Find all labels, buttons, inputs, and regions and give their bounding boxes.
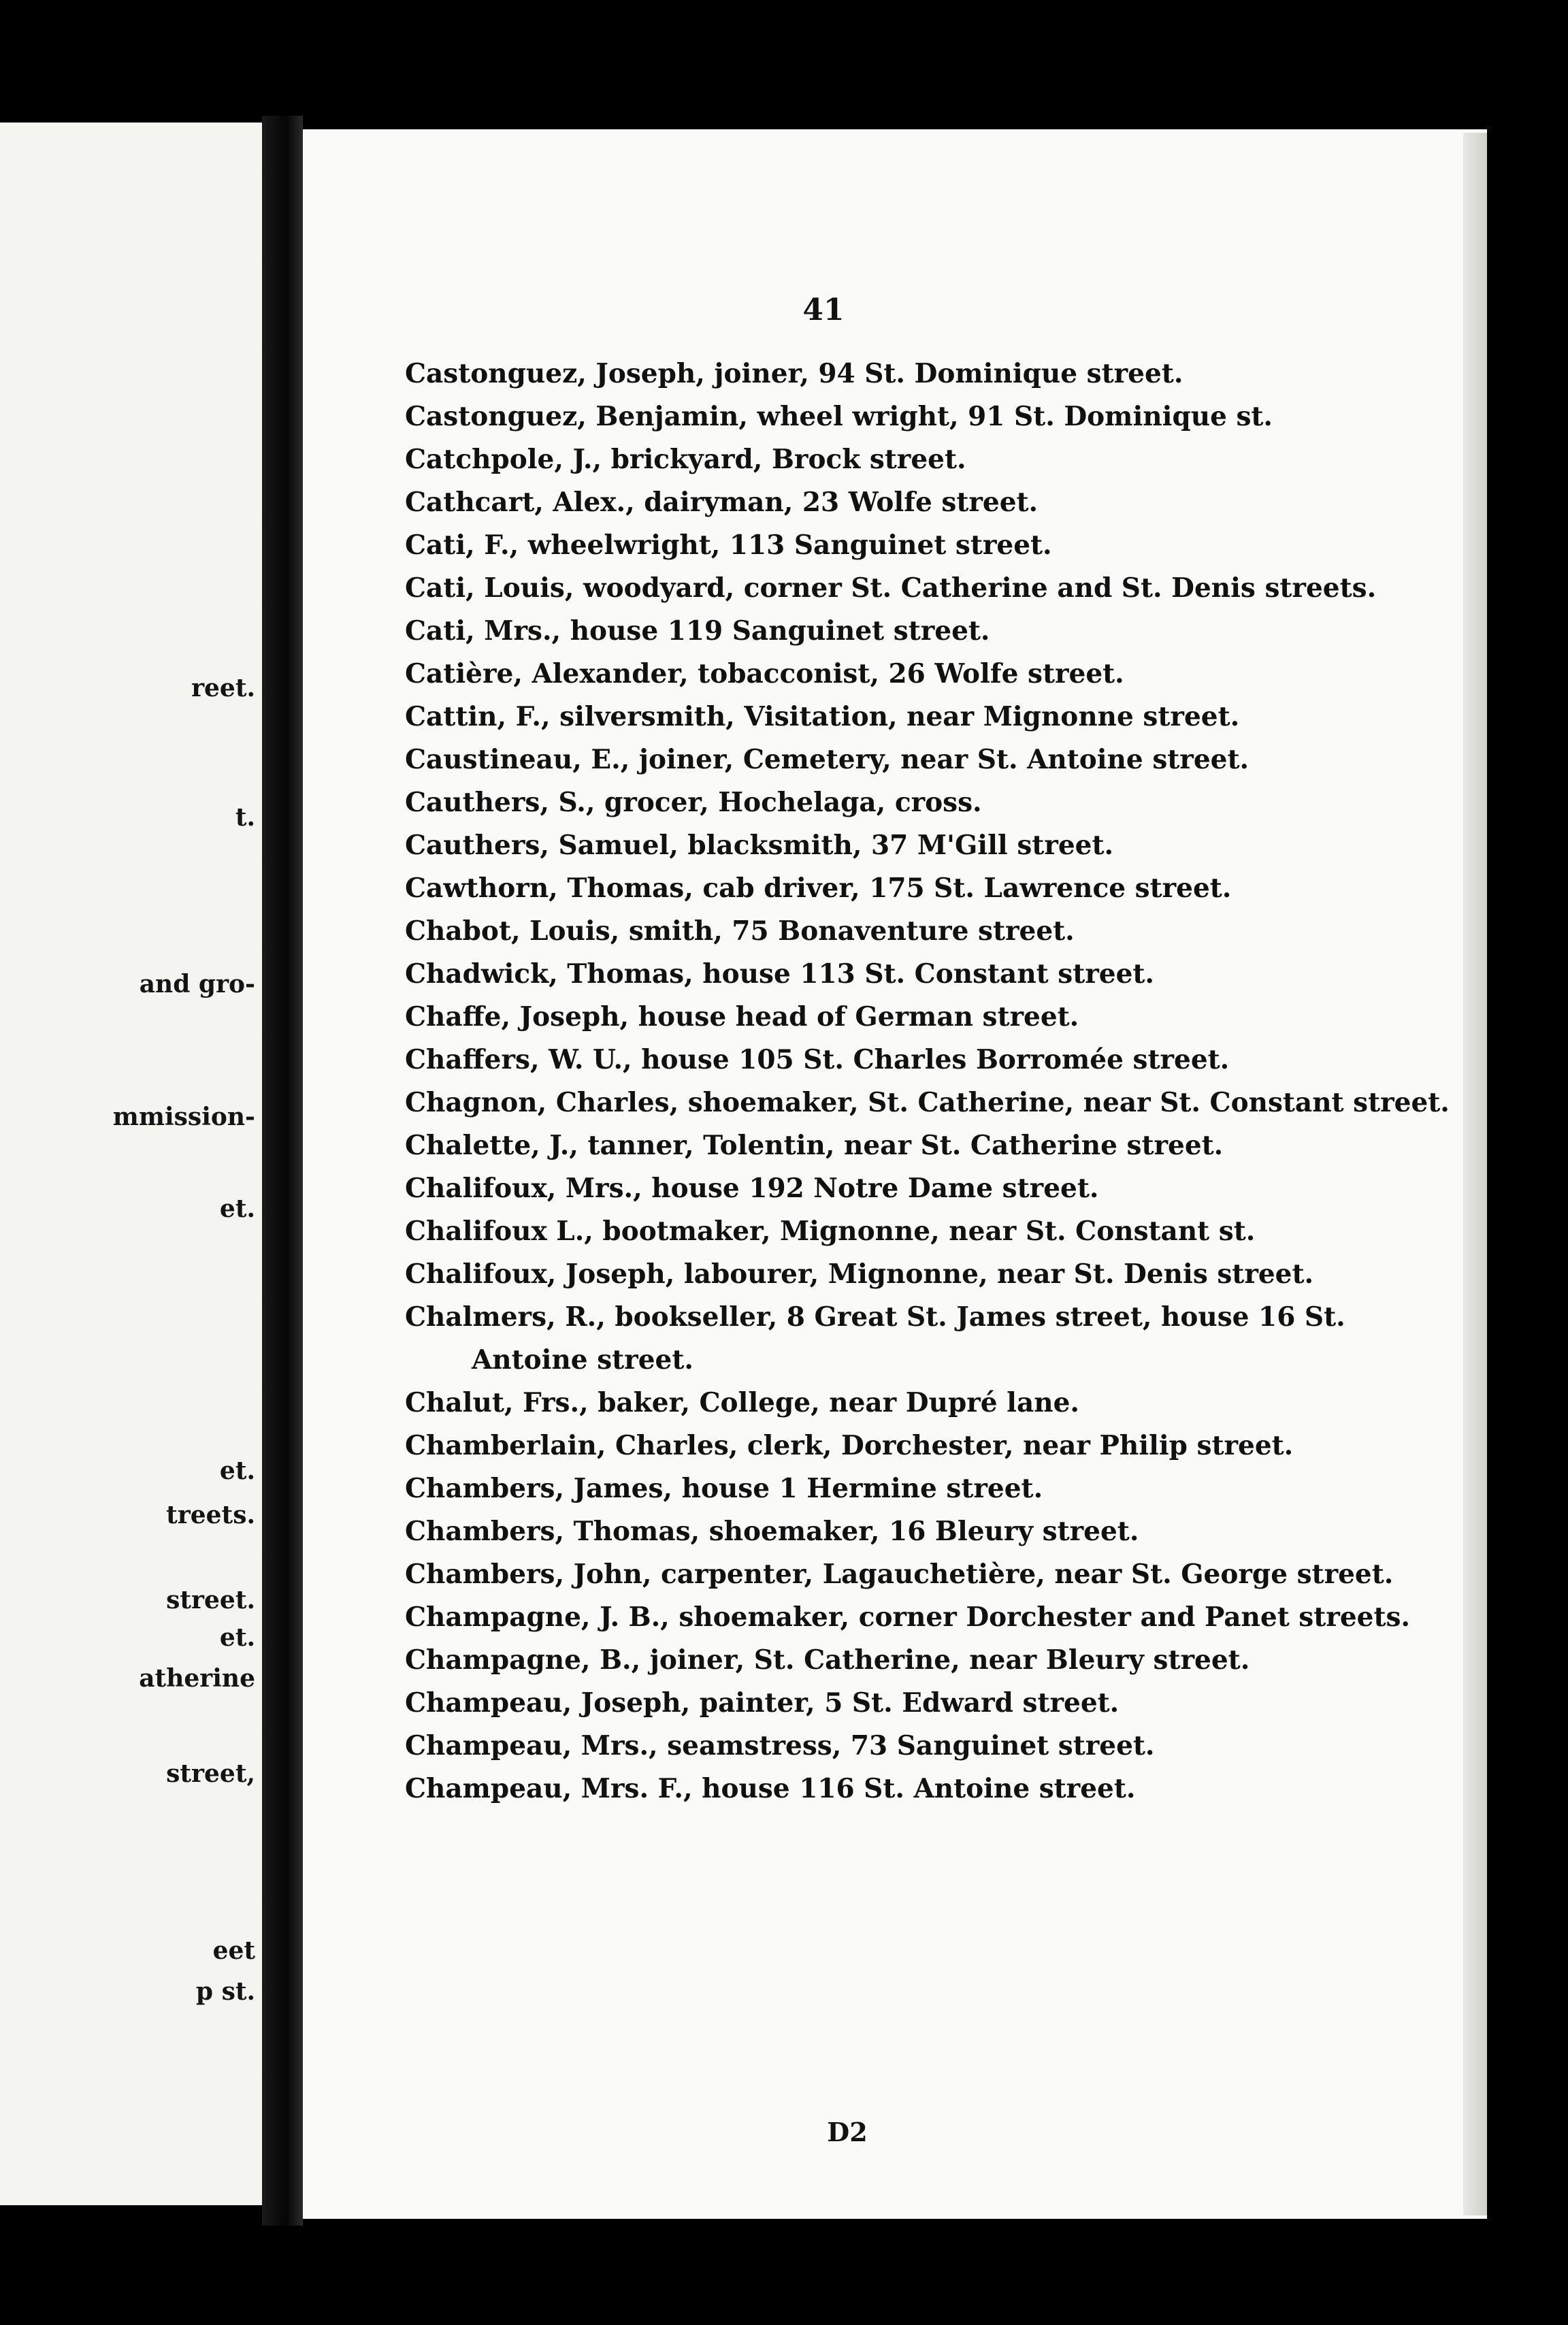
directory-entry: Champeau, Mrs., seamstress, 73 Sanguinet street. bbox=[405, 1730, 1155, 1761]
directory-entry: Cauthers, Samuel, blacksmith, 37 M'Gill street. bbox=[405, 830, 1114, 861]
directory-entry: Chaffe, Joseph, house head of German street. bbox=[405, 1001, 1079, 1033]
directory-entry: Catière, Alexander, tobacconist, 26 Wolfe street. bbox=[405, 658, 1124, 689]
directory-entry: Champeau, Mrs. F., house 116 St. Antoine street. bbox=[405, 1773, 1136, 1804]
signature-mark: D2 bbox=[827, 2117, 868, 2147]
directory-entry: Chalifoux, Joseph, labourer, Mignonne, near St. Denis street. bbox=[405, 1258, 1314, 1290]
directory-entry: Champagne, J. B., shoemaker, corner Dorchester and Panet streets. bbox=[405, 1602, 1410, 1633]
left-page bbox=[0, 123, 262, 2205]
directory-entry: Caustineau, E., joiner, Cemetery, near St. Antoine street. bbox=[405, 744, 1250, 775]
directory-entry: Catchpole, J., brickyard, Brock street. bbox=[405, 444, 966, 475]
directory-page bbox=[303, 129, 1487, 2219]
directory-entry: Cati, Louis, woodyard, corner St. Catherine and St. Denis streets. bbox=[405, 572, 1377, 604]
directory-entry: Castonguez, Benjamin, wheel wright, 91 St. Dominique st. bbox=[405, 401, 1273, 432]
directory-entry: Chamberlain, Charles, clerk, Dorchester, near Philip street. bbox=[405, 1430, 1294, 1461]
directory-entry: Chagnon, Charles, shoemaker, St. Catherine, near St. Constant street. bbox=[405, 1087, 1450, 1118]
directory-entries bbox=[405, 353, 1467, 1810]
directory-entry: Cathcart, Alex., dairyman, 23 Wolfe street. bbox=[405, 487, 1039, 518]
left-fragment: mmission- bbox=[112, 1103, 255, 1131]
directory-entry: Cawthorn, Thomas, cab driver, 175 St. Lawrence street. bbox=[405, 873, 1232, 904]
left-fragment: p st. bbox=[195, 1977, 255, 2006]
directory-entry: Chalmers, R., bookseller, 8 Great St. James street, house 16 St. Antoine street. bbox=[405, 1301, 1345, 1376]
page-edge bbox=[1463, 133, 1487, 2215]
left-fragment: street. bbox=[166, 1586, 255, 1614]
directory-entry: Chalifoux L., bootmaker, Mignonne, near St. Constant st. bbox=[405, 1216, 1256, 1247]
directory-entry: Castonguez, Joseph, joiner, 94 St. Dominique street. bbox=[405, 358, 1183, 389]
left-fragment: t. bbox=[235, 803, 255, 832]
directory-entry: Cati, Mrs., house 119 Sanguinet street. bbox=[405, 615, 990, 647]
left-fragment: and gro- bbox=[139, 970, 255, 998]
left-fragment: et. bbox=[219, 1623, 255, 1652]
left-fragment: treets. bbox=[166, 1501, 255, 1529]
directory-entry: Champeau, Joseph, painter, 5 St. Edward street. bbox=[405, 1687, 1120, 1719]
directory-entry: Champagne, B., joiner, St. Catherine, near Bleury street. bbox=[405, 1644, 1250, 1676]
left-fragment: atherine bbox=[139, 1664, 255, 1693]
page-number: 41 bbox=[802, 293, 845, 327]
directory-entry: Chalut, Frs., baker, College, near Dupré lane. bbox=[405, 1387, 1079, 1418]
book-gutter bbox=[262, 116, 303, 2226]
directory-entry: Chambers, James, house 1 Hermine street. bbox=[405, 1473, 1043, 1504]
directory-entry: Chambers, John, carpenter, Lagauchetière, near St. George street. bbox=[405, 1559, 1394, 1590]
left-fragment: street, bbox=[166, 1759, 255, 1788]
directory-entry: Chalifoux, Mrs., house 192 Notre Dame street. bbox=[405, 1173, 1099, 1204]
left-fragment: eet bbox=[212, 1936, 255, 1965]
left-fragment: et. bbox=[219, 1194, 255, 1223]
directory-entry: Chadwick, Thomas, house 113 St. Constant street. bbox=[405, 958, 1155, 990]
directory-entry: Chambers, Thomas, shoemaker, 16 Bleury street. bbox=[405, 1516, 1139, 1547]
left-fragment: reet. bbox=[191, 674, 255, 702]
left-fragment: et. bbox=[219, 1457, 255, 1485]
directory-entry: Chabot, Louis, smith, 75 Bonaventure street. bbox=[405, 915, 1075, 947]
directory-entry: Cattin, F., silversmith, Visitation, near Mignonne street. bbox=[405, 701, 1240, 732]
directory-entry: Cati, F., wheelwright, 113 Sanguinet street. bbox=[405, 530, 1052, 561]
directory-entry: Chaffers, W. U., house 105 St. Charles Borromée street. bbox=[405, 1044, 1230, 1075]
directory-entry: Chalette, J., tanner, Tolentin, near St. Catherine street. bbox=[405, 1130, 1224, 1161]
directory-entry: Cauthers, S., grocer, Hochelaga, cross. bbox=[405, 787, 982, 818]
